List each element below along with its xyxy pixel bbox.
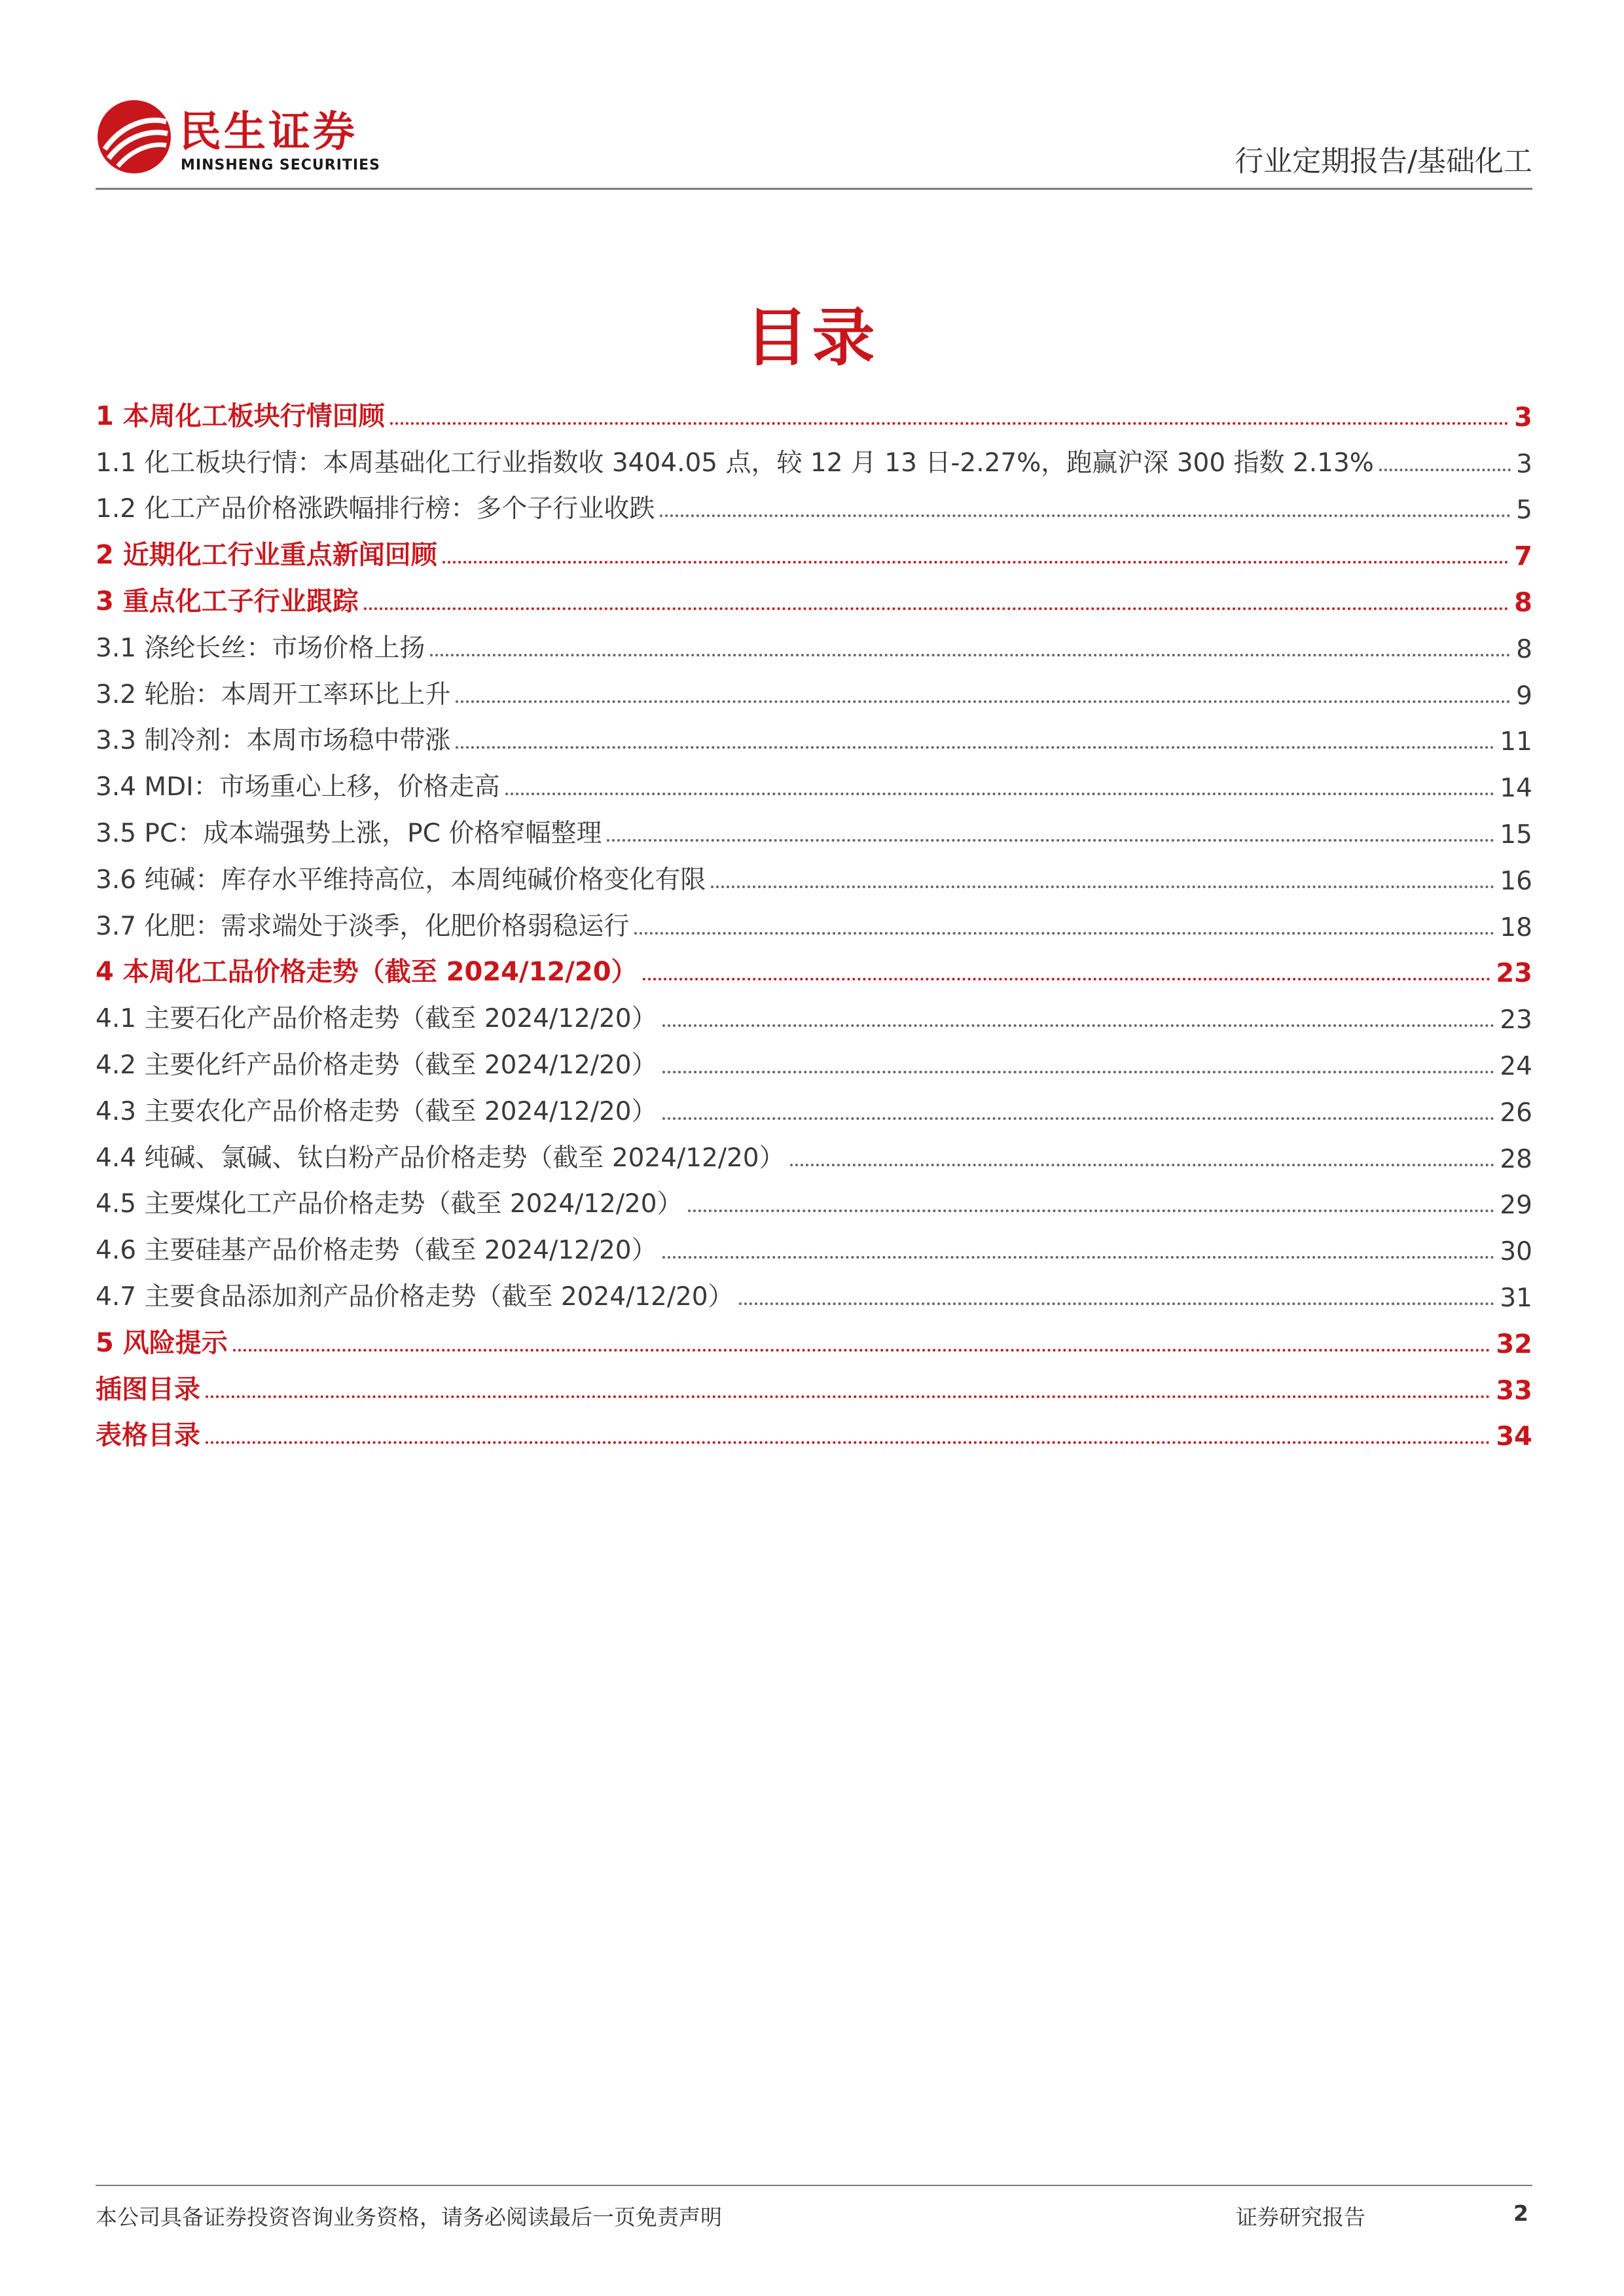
footer-disclaimer: 本公司具备证券投资咨询业务资格，请务必阅读最后一页免责声明 — [96, 2204, 722, 2230]
toc-entry-page: 28 — [1500, 1144, 1532, 1174]
toc-entry-page: 9 — [1516, 681, 1532, 711]
toc-entry-label: 1.2 化工产品价格涨跌幅排行榜：多个子行业收跌 — [96, 494, 655, 524]
toc-entry-label: 4.4 纯碱、氯碱、钛白粉产品价格走势（截至 2024/12/20） — [96, 1143, 785, 1173]
toc-leader-dots — [660, 514, 1511, 517]
toc-entry-page: 32 — [1496, 1329, 1532, 1359]
toc-leader-dots — [233, 1349, 1491, 1352]
toc-subsection-link[interactable] — [96, 1174, 1532, 1221]
toc-leader-dots — [206, 1395, 1490, 1398]
toc-entry-page: 5 — [1516, 495, 1532, 526]
toc-entry-page: 3 — [1514, 402, 1532, 433]
toc-entry-label: 3.3 制冷剂：本周市场稳中带涨 — [96, 726, 451, 756]
toc-entry-label: 4.2 主要化纤产品价格走势（截至 2024/12/20） — [96, 1050, 657, 1080]
toc-entry-page: 30 — [1500, 1237, 1532, 1267]
toc-entry-label: 3.5 PC：成本端强势上涨，PC 价格窄幅整理 — [96, 818, 602, 848]
toc-subsection-link[interactable] — [96, 896, 1532, 942]
toc-subsection-link[interactable] — [96, 1081, 1532, 1128]
toc-subsection-link[interactable] — [96, 850, 1532, 896]
footer-report-label: 证券研究报告 — [1236, 2204, 1365, 2230]
toc-leader-dots — [442, 561, 1509, 564]
toc-leader-dots — [711, 886, 1494, 888]
toc-leader-dots — [662, 1117, 1495, 1120]
toc-entry-page: 14 — [1500, 774, 1532, 804]
toc-entry-page: 8 — [1516, 634, 1532, 664]
toc-entry-label: 3.1 涤纶长丝：市场价格上扬 — [96, 633, 425, 663]
logo-chinese-name: 民生证券 — [179, 108, 357, 156]
toc-entry-page: 3 — [1516, 449, 1532, 479]
toc-subsection-link[interactable] — [96, 1128, 1532, 1174]
toc-leader-dots — [688, 1210, 1495, 1212]
page-number: 2 — [1513, 2200, 1528, 2226]
toc-entry-label: 4.3 主要农化产品价格走势（截至 2024/12/20） — [96, 1096, 657, 1126]
toc-entry-page: 11 — [1500, 727, 1532, 757]
toc-leader-dots — [505, 793, 1495, 795]
toc-leader-dots — [390, 422, 1509, 425]
toc-subsection-link[interactable] — [96, 664, 1532, 711]
toc-entry-page: 31 — [1500, 1283, 1532, 1313]
logo-english-name: MINSHENG SECURITIES — [181, 157, 380, 173]
toc-entry-page: 29 — [1500, 1191, 1532, 1221]
toc-leader-dots — [662, 1256, 1495, 1259]
toc-subsection-link[interactable] — [96, 479, 1532, 526]
toc-subsection-link[interactable] — [96, 1220, 1532, 1266]
toc-entry-page: 26 — [1500, 1098, 1532, 1128]
toc-leader-dots — [607, 839, 1494, 842]
toc-title: 目录 — [745, 301, 879, 374]
toc-section-link[interactable] — [96, 571, 1532, 618]
toc-section-link[interactable] — [96, 386, 1532, 433]
toc-leader-dots — [790, 1164, 1495, 1166]
page-header — [96, 92, 1532, 190]
toc-leader-dots — [430, 654, 1511, 656]
toc-leader-dots — [662, 1071, 1495, 1073]
toc-leader-dots — [739, 1302, 1495, 1305]
toc-entry-page: 24 — [1500, 1051, 1532, 1081]
company-logo — [96, 98, 488, 183]
toc-leader-dots — [643, 978, 1491, 980]
toc-subsection-link[interactable] — [96, 757, 1532, 803]
toc-entry-label: 5 风险提示 — [96, 1327, 228, 1358]
toc-subsection-link[interactable] — [96, 433, 1532, 479]
report-type: 行业定期报告/基础化工 — [1235, 145, 1532, 178]
toc-entry-page: 23 — [1500, 1005, 1532, 1035]
toc-subsection-link[interactable] — [96, 711, 1532, 757]
toc-leader-dots — [1379, 469, 1511, 471]
toc-entry-page: 23 — [1496, 958, 1532, 989]
toc-entry-page: 33 — [1496, 1375, 1532, 1406]
toc-entry-label: 4.6 主要硅基产品价格走势（截至 2024/12/20） — [96, 1236, 657, 1266]
toc-section-link[interactable] — [96, 525, 1532, 571]
toc-entry-label: 3.4 MDI：市场重心上移，价格走高 — [96, 772, 500, 802]
toc-entry-label: 4.1 主要石化产品价格走势（截至 2024/12/20） — [96, 1004, 657, 1034]
toc-entry-page: 7 — [1514, 541, 1532, 572]
toc-leader-dots — [206, 1441, 1490, 1444]
toc-leader-dots — [456, 746, 1494, 749]
toc-entry-label: 3 重点化工子行业跟踪 — [96, 586, 359, 617]
toc-section-link[interactable] — [96, 1406, 1532, 1452]
toc-entry-page: 15 — [1500, 819, 1532, 850]
toc-section-link[interactable] — [96, 942, 1532, 989]
toc-subsection-link[interactable] — [96, 1266, 1532, 1313]
toc-entry-page: 8 — [1514, 587, 1532, 618]
toc-entry-page: 18 — [1500, 912, 1532, 942]
toc-subsection-link[interactable] — [96, 1035, 1532, 1081]
toc-entry-label: 3.7 化肥：需求端处于淡季，化肥价格弱稳运行 — [96, 911, 630, 941]
toc-entry-label: 2 近期化工行业重点新闻回顾 — [96, 540, 437, 571]
toc-leader-dots — [662, 1024, 1495, 1027]
toc-entry-label: 4 本周化工品价格走势（截至 2024/12/20） — [96, 957, 638, 988]
toc-leader-dots — [364, 607, 1509, 610]
toc-section-link[interactable] — [96, 1313, 1532, 1359]
logo-emblem-icon — [96, 98, 173, 175]
toc-entry-label: 1.1 化工板块行情：本周基础化工行业指数收 3404.05 点，较 12 月 13 日-2.27%，跑赢沪深 300 指数 2.13% — [96, 448, 1374, 478]
toc-subsection-link[interactable] — [96, 988, 1532, 1035]
toc-leader-dots — [634, 932, 1494, 935]
footer-divider — [96, 2185, 1532, 2186]
toc-leader-dots — [456, 700, 1511, 703]
toc-entry-label: 4.5 主要煤化工产品价格走势（截至 2024/12/20） — [96, 1189, 683, 1219]
toc-subsection-link[interactable] — [96, 803, 1532, 850]
toc-entry-label: 3.2 轮胎：本周开工率环比上升 — [96, 679, 451, 709]
toc-entry-page: 34 — [1496, 1422, 1532, 1452]
toc-entry-label: 表格目录 — [96, 1420, 200, 1451]
toc-entry-label: 3.6 纯碱：库存水平维持高位，本周纯碱价格变化有限 — [96, 865, 706, 895]
toc-section-link[interactable] — [96, 1359, 1532, 1406]
toc-entry-page: 16 — [1500, 866, 1532, 896]
table-of-contents — [96, 386, 1532, 1452]
toc-subsection-link[interactable] — [96, 618, 1532, 664]
header-divider — [96, 188, 1532, 190]
toc-entry-label: 插图目录 — [96, 1374, 200, 1405]
toc-entry-label: 1 本周化工板块行情回顾 — [96, 401, 385, 431]
toc-entry-label: 4.7 主要食品添加剂产品价格走势（截至 2024/12/20） — [96, 1282, 734, 1312]
